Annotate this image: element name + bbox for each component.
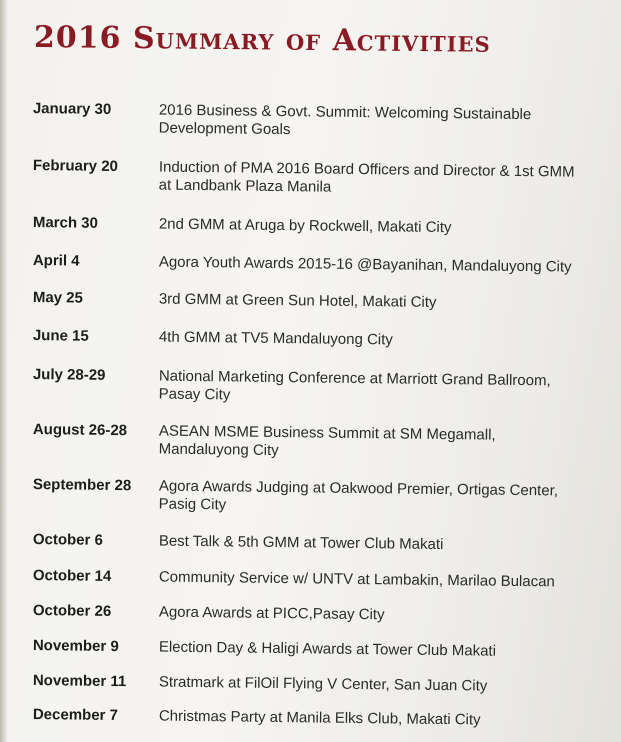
activity-row bbox=[32, 476, 598, 514]
activity-row bbox=[32, 602, 598, 624]
activity-row bbox=[32, 366, 598, 404]
activity-description: 2nd GMM at Aruga by Rockwell, Makati City bbox=[158, 215, 452, 237]
activity-date: April 4 bbox=[32, 252, 80, 270]
activity-date: February 20 bbox=[32, 157, 119, 176]
activity-date: June 15 bbox=[32, 327, 89, 345]
activity-row bbox=[32, 100, 598, 139]
activity-row bbox=[32, 567, 598, 591]
activity-date: November 9 bbox=[32, 637, 119, 656]
activity-description: ASEAN MSME Business Summit at SM Megamall, Mandaluyong City bbox=[158, 422, 496, 460]
activity-description: 4th GMM at TV5 Mandaluyong City bbox=[158, 328, 393, 349]
activity-date: March 30 bbox=[32, 214, 99, 232]
activity-date: January 30 bbox=[32, 100, 112, 118]
activity-description: Agora Youth Awards 2015-16 @Bayanihan, Mandaluyong City bbox=[158, 253, 572, 276]
activity-row bbox=[32, 289, 598, 311]
activity-row bbox=[32, 157, 598, 196]
activity-description: Agora Awards at PICC,Pasay City bbox=[158, 603, 385, 624]
activity-date: October 26 bbox=[32, 602, 112, 620]
activity-row bbox=[32, 531, 598, 554]
activity-row bbox=[32, 327, 598, 349]
page-edge-shadow bbox=[0, 0, 8, 742]
activity-row bbox=[32, 672, 598, 695]
page-title: 2016 Summary of Activities bbox=[33, 20, 491, 60]
activity-row bbox=[32, 214, 598, 237]
activity-date: October 6 bbox=[32, 531, 104, 549]
activity-date: November 11 bbox=[32, 672, 127, 691]
activity-description: National Marketing Conference at Marriott Grand Ballroom, Pasay City bbox=[158, 367, 551, 404]
activity-date: August 26-28 bbox=[32, 421, 128, 440]
activity-row bbox=[32, 706, 598, 729]
activity-row bbox=[32, 421, 598, 460]
activity-description: Agora Awards Judging at Oakwood Premier, Ortigas Center, Pasig City bbox=[158, 477, 559, 514]
activity-description: 2016 Business & Govt. Summit: Welcoming Sustainable Development Goals bbox=[158, 101, 532, 139]
activity-description: Best Talk & 5th GMM at Tower Club Makati bbox=[158, 532, 444, 554]
activity-date: December 7 bbox=[32, 706, 119, 725]
activity-description: Induction of PMA 2016 Board Officers and Director & 1st GMM at Landbank Plaza Manila bbox=[158, 158, 575, 196]
activity-date: September 28 bbox=[32, 476, 132, 495]
activity-date: July 28-29 bbox=[32, 366, 106, 384]
activity-description: 3rd GMM at Green Sun Hotel, Makati City bbox=[158, 290, 437, 311]
activity-description: Stratmark at FilOil Flying V Center, San Juan City bbox=[158, 673, 488, 695]
activity-description: Election Day & Haligi Awards at Tower Club Makati bbox=[158, 638, 497, 660]
activity-row bbox=[32, 637, 598, 660]
activity-row bbox=[32, 252, 598, 276]
activity-description: Christmas Party at Manila Elks Club, Makati City bbox=[158, 707, 481, 729]
activity-description: Community Service w/ UNTV at Lambakin, Marilao Bulacan bbox=[158, 568, 555, 591]
activity-date: May 25 bbox=[32, 289, 84, 307]
activity-date: October 14 bbox=[32, 567, 112, 585]
activities-list bbox=[33, 0, 603, 742]
